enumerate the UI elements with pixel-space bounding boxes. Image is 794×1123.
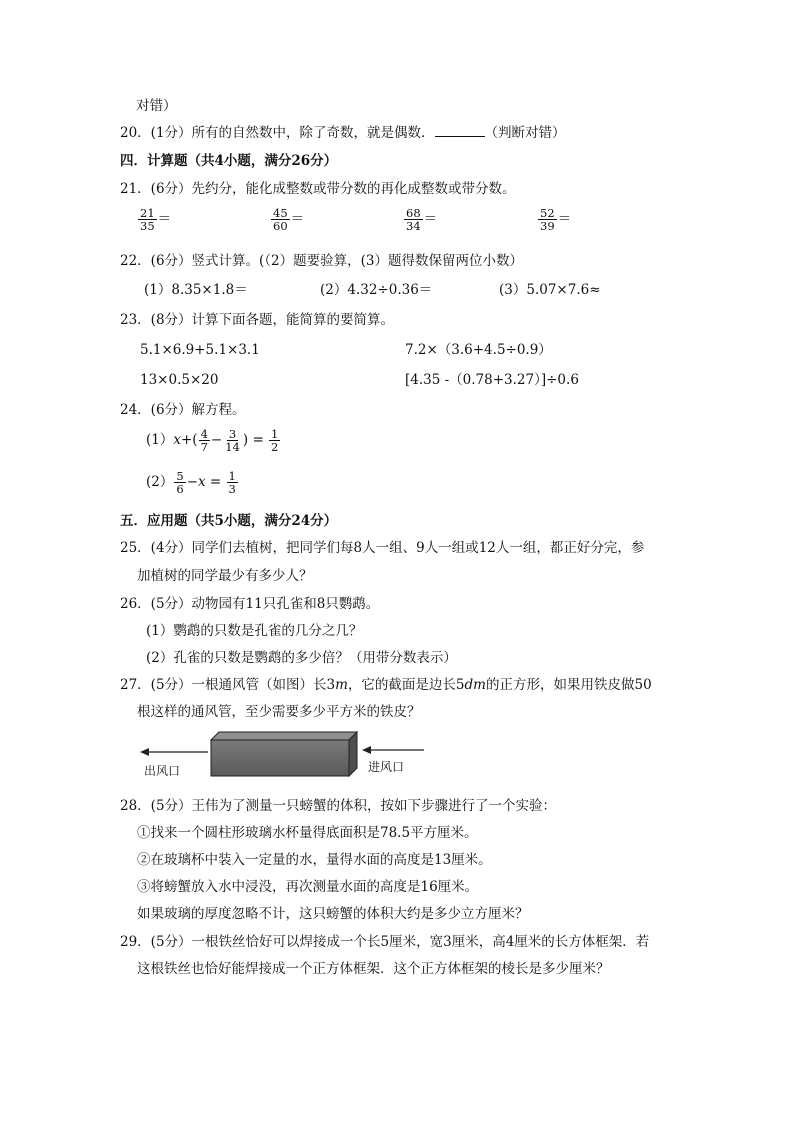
q22-item-3: (3）5.07×7.6≈ — [499, 282, 601, 298]
q21-frac-3 — [403, 207, 437, 232]
equals: = — [209, 474, 222, 490]
equals: = — [252, 432, 264, 448]
numerator: 21 — [140, 206, 155, 220]
denominator: 39 — [540, 219, 555, 233]
operator: +( — [180, 432, 198, 448]
denominator: 2 — [271, 440, 279, 454]
pipe-side-face — [349, 732, 357, 776]
numerator: 1 — [271, 427, 279, 441]
section-5-heading: 五．应用题（共5小题，满分24分） — [120, 513, 338, 529]
q20 — [120, 124, 566, 142]
denominator: 14 — [225, 440, 240, 454]
outlet-label: 出风口 — [144, 764, 181, 778]
denominator: 3 — [228, 482, 236, 496]
equals: ＝ — [423, 211, 438, 227]
section-4-heading: 四．计算题（共4小题，满分26分） — [120, 153, 338, 169]
denominator: 6 — [176, 482, 184, 496]
unit-dm: dm — [464, 677, 486, 693]
numerator: 52 — [540, 206, 555, 220]
q23-item-3: 13×0.5×20 — [140, 372, 219, 388]
outlet-arrow-head — [140, 748, 149, 756]
equals: ＝ — [557, 211, 572, 227]
operator: ) — [242, 432, 249, 448]
equals: ＝ — [157, 211, 172, 227]
q24-equation-2 — [146, 470, 239, 495]
q21-frac-2 — [270, 207, 304, 232]
eq-label: (2） — [146, 474, 174, 490]
denominator: 7 — [200, 440, 208, 454]
q22-item-2: (2）4.32÷0.36＝ — [320, 282, 433, 298]
numerator: 45 — [273, 206, 288, 220]
q28-step-1: ①找来一个圆柱形玻璃水杯量得底面积是78.5平方厘米。 — [137, 825, 478, 841]
q23-text: 23．(8分）计算下面各题，能简算的要简算。 — [120, 312, 395, 328]
q29-line-2: 这根铁丝也恰好能焊接成一个正方体框架．这个正方体框架的棱长是多少厘米？ — [137, 961, 610, 977]
q26-item-1: (1）鹦鹉的只数是孔雀的几分之几？ — [146, 623, 363, 639]
numerator: 3 — [228, 427, 237, 441]
q27-text-a: 27．(5分）一根通风管（如图）长3 — [120, 677, 336, 693]
q28-step-2: ②在玻璃杯中装入一定量的水，量得水面的高度是13厘米。 — [137, 852, 492, 868]
q26-item-2: (2）孔雀的只数是鹦鹉的多少倍？（用带分数表示） — [146, 650, 457, 666]
numerator: 68 — [406, 206, 421, 220]
vent-pipe-figure — [136, 730, 436, 782]
q25-line-1: 25．(4分）同学们去植树，把同学们每8人一组、9人一组或12人一组，都正好分完，参 — [120, 540, 645, 556]
variable-x: x — [173, 432, 181, 448]
q22-item-1: (1）8.35×1.8＝ — [144, 282, 248, 298]
equals: ＝ — [290, 211, 305, 227]
q25-line-2: 加植树的同学最少有多少人？ — [137, 568, 313, 584]
q27-line-2: 根这样的通风管，至少需要多少平方米的铁皮？ — [137, 704, 421, 720]
q21-frac-4 — [537, 207, 571, 232]
q28-text: 28．(5分）王伟为了测量一只螃蟹的体积，按如下步骤进行了一个实验： — [120, 798, 557, 814]
numerator: 1 — [228, 469, 236, 483]
inlet-arrow-head — [362, 746, 371, 754]
q21-text: 21．(6分）先约分，能化成整数或带分数的再化成整数或带分数。 — [120, 181, 516, 197]
q29-line-1: 29．(5分）一根铁丝恰好可以焊接成一个长5厘米，宽3厘米，高4厘米的长方体框架．若 — [120, 934, 650, 950]
variable-x: x — [198, 474, 206, 490]
q23-item-4: [4.35 -（0.78+3.27）]÷0.6 — [405, 372, 579, 388]
q27-text-c: 的正方形，如果用铁皮做50 — [485, 677, 652, 693]
q24-text: 24．(6分）解方程。 — [120, 402, 246, 418]
unit-m: m — [335, 677, 348, 693]
q28-step-3: ③将螃蟹放入水中浸没，再次测量水面的高度是16厘米。 — [137, 879, 479, 895]
denominator: 60 — [273, 219, 288, 233]
q27-text-b: ，它的截面是边长5 — [347, 677, 465, 693]
denominator: 35 — [140, 219, 155, 233]
q28-question: 如果玻璃的厚度忽略不计，这只螃蟹的体积大约是多少立方厘米？ — [137, 906, 529, 922]
q21-frac-1 — [137, 207, 171, 232]
q23-item-1: 5.1×6.9+5.1×3.1 — [140, 342, 260, 358]
operator: − — [186, 474, 198, 490]
q26-text: 26．(5分）动物园有11只孔雀和8只鹦鹉。 — [120, 596, 380, 612]
numerator: 4 — [200, 427, 208, 441]
pipe-top-face — [211, 732, 357, 740]
inlet-label: 进风口 — [368, 760, 405, 774]
denominator: 34 — [406, 219, 421, 233]
q23-item-2: 7.2×（3.6+4.5÷0.9） — [405, 342, 552, 358]
q27-line-1 — [120, 676, 652, 694]
q20-suffix: （判断对错） — [484, 125, 566, 141]
eq-label: (1） — [146, 432, 174, 448]
operator: − — [210, 432, 223, 448]
answer-blank[interactable] — [435, 124, 485, 137]
q19-tail: 对错） — [136, 98, 177, 114]
pipe-front-face — [211, 740, 349, 776]
q22-text: 22．(6分）竖式计算。(（2）题要验算，(3）题得数保留两位小数） — [120, 253, 523, 269]
q24-equation-1 — [146, 428, 281, 453]
numerator: 5 — [176, 469, 184, 483]
q20-text: 20．(1分）所有的自然数中，除了奇数，就是偶数． — [120, 125, 435, 141]
